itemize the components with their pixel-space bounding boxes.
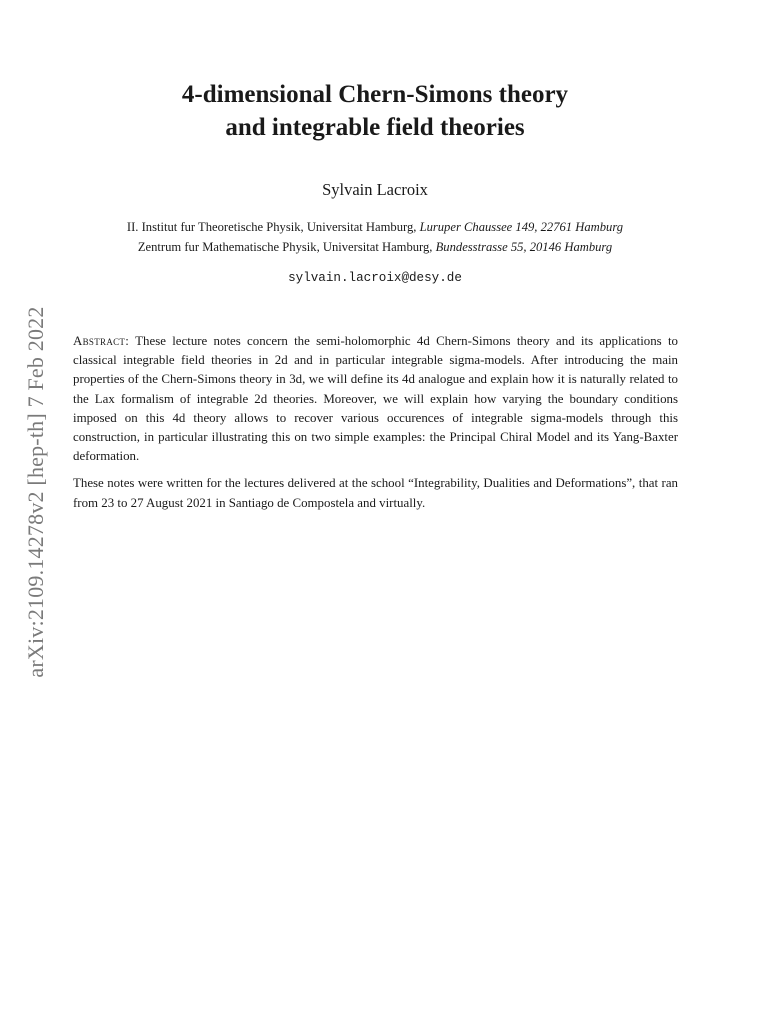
affiliation-1-institution: II. Institut fur Theoretische Physik, Universitat Hamburg, [126, 220, 420, 234]
arxiv-identifier-text: arXiv:2109.14278v2 [hep-th] 7 Feb 2022 [23, 306, 48, 678]
title-line-2: and integrable field theories [225, 114, 525, 141]
title-line-1: 4-dimensional Chern-Simons theory [181, 81, 569, 108]
abstract-paragraph [73, 332, 678, 466]
author-name: Sylvain Lacroix [322, 180, 428, 199]
affiliation-1 [40, 217, 710, 237]
affiliation-1-address: Luruper Chaussee 149, 22761 Hamburg [419, 220, 624, 234]
affiliation-2 [40, 237, 710, 257]
affiliations [40, 217, 710, 257]
paper-title [80, 78, 670, 144]
arxiv-identifier-stamp [0, 0, 70, 1024]
abstract [73, 332, 678, 513]
abstract-text: These lecture notes concern the semi-holomorphic 4d Chern-Simons theory and its applications to classical integrable field theories in 2d and in particular integrable sigma-models. After introducing the main properties of the Chern-Simons theory in 3d, we will define its 4d analogue and explain how it is naturally related to the Lax formalism of integrable 2d theories. Moreover, we will explain how varying the boundary conditions imposed on this 4d theory allows to recover various occurences of integrable sigma-models through this construction, in particular illustrating this on two simple examples: the Principal Chiral Model and its Yang-Baxter deformation. [73, 334, 678, 464]
affiliation-2-address: Bundesstrasse 55, 20146 Hamburg [435, 240, 613, 254]
author-email: sylvain.lacroix@desy.de [288, 271, 462, 285]
lecture-note: These notes were written for the lectures delivered at the school “Integrability, Dualities and Deformations”, that ran from 23 to 27 August 2021 in Santiago de Compostela and virtually. [73, 476, 678, 510]
affiliation-2-institution: Zentrum fur Mathematische Physik, Universitat Hamburg, [137, 240, 436, 254]
abstract-label: Abstract: [73, 334, 130, 348]
